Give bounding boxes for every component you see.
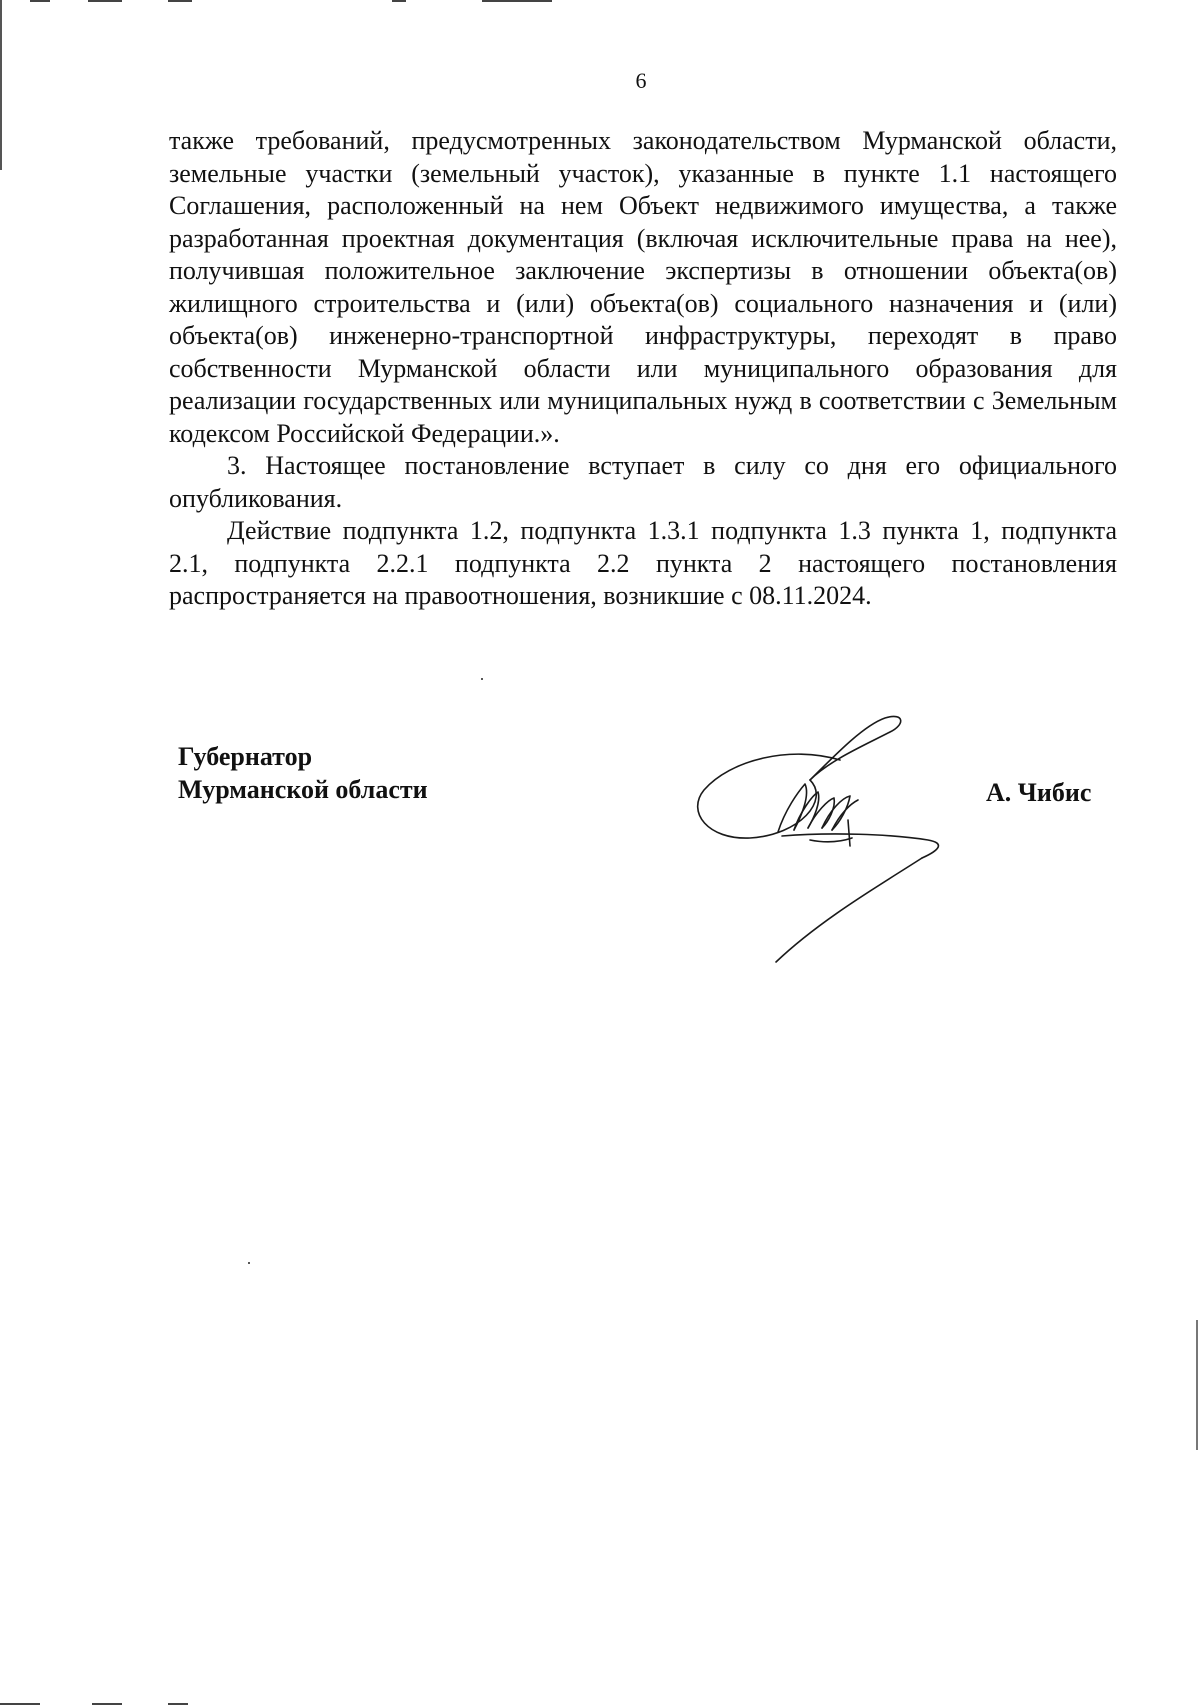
paragraph-effect: Действие подпункта 1.2, подпункта 1.3.1 подпункта 1.3 пункта 1, подпункта 2.1, подпункта 2.2.1 подпункта 2.2 пункта 2 настоящего постановления распространяется на правоотношения, возникшие с 08.11.2024.: [169, 516, 1117, 610]
scan-speck: [481, 678, 483, 680]
scan-speck: [248, 1262, 250, 1264]
scan-marks-top: [0, 0, 1200, 4]
paragraph-continuation: также требований, предусмотренных законодательством Мурманской области, земельные участки (земельный участок), указанные в пункте 1.1 настоящего Соглашения, расположенный на нем Объект недвижимого имущества, а также разработанная проектная документация (включая исключительные права на нее), получившая положительное заключение экспертизы в отношении объекта(ов) жилищного строительства и (или) объекта(ов) социального назначения и (или) объекта(ов) инженерно-транспортной инфраструктуры, переходят в право собственности Мурманской области или муниципального образования для реализации государственных или муниципальных нужд в соответствии с Земельным кодексом Российской Федерации.».: [169, 126, 1117, 448]
paragraph-item-3: 3. Настоящее постановление вступает в силу со дня его официального опубликования.: [169, 451, 1117, 513]
signatory-title: [178, 740, 428, 806]
signatory-title-line1: Губернатор: [178, 742, 313, 771]
signatory-name: А. Чибис: [986, 778, 1092, 807]
scan-marks-bottom: [0, 1701, 1200, 1705]
document-body: [169, 125, 1117, 613]
scan-edge-right: [1196, 1320, 1198, 1450]
page-number: 6: [635, 68, 647, 93]
handwritten-signature: [690, 700, 970, 970]
signatory-title-line2: Мурманской области: [178, 775, 428, 804]
